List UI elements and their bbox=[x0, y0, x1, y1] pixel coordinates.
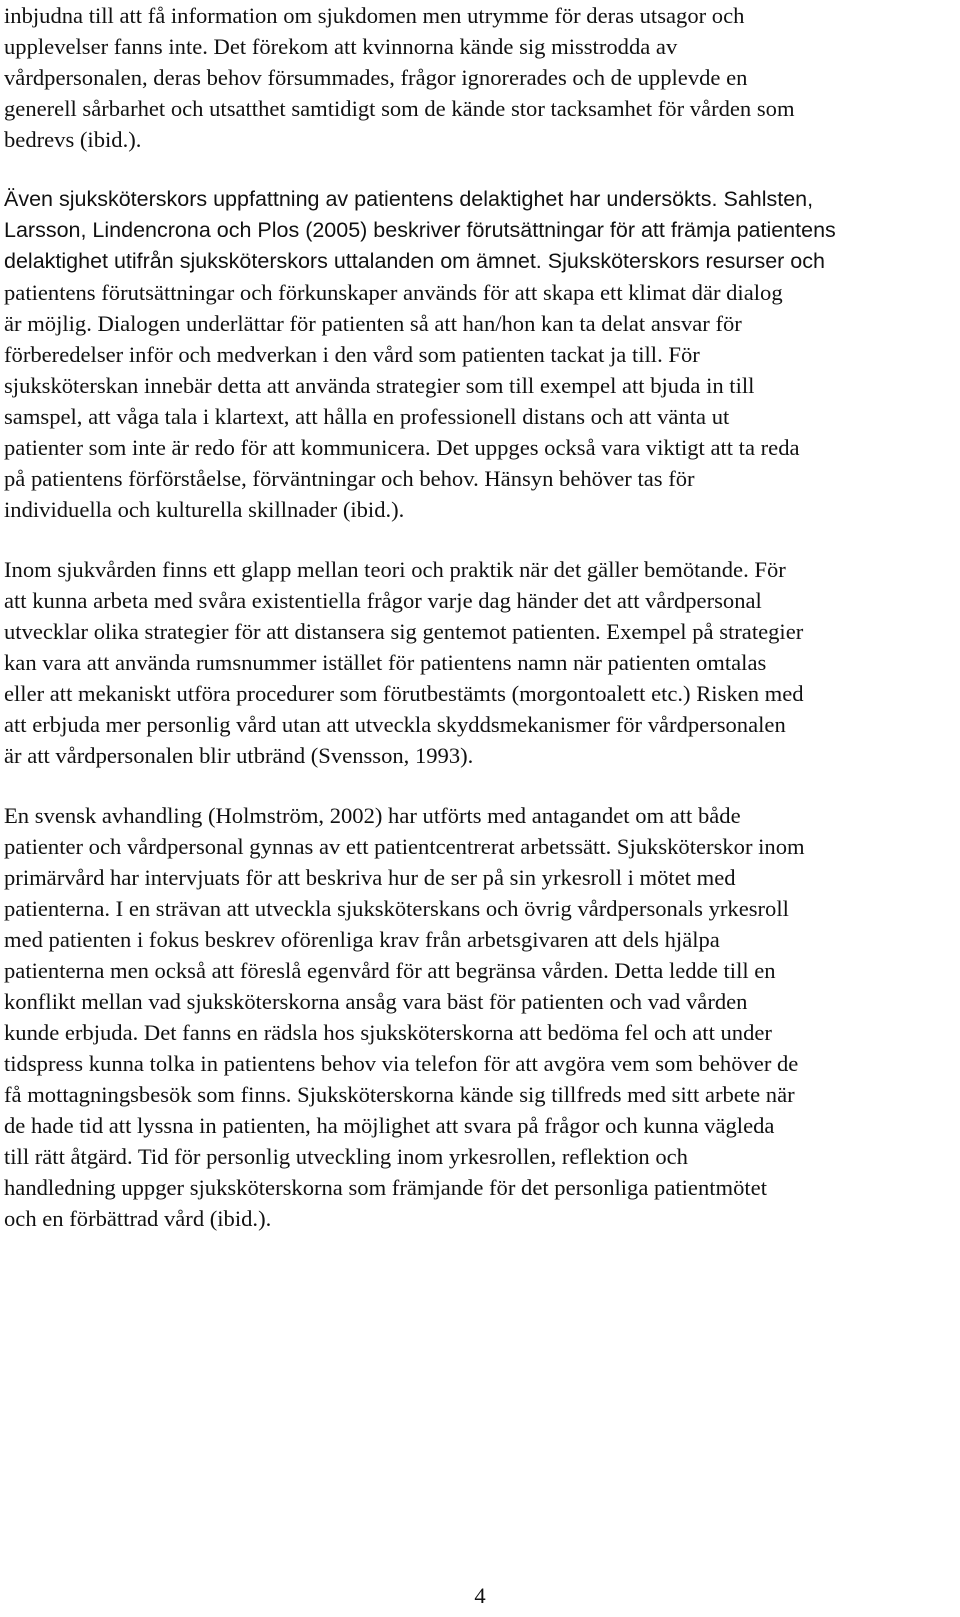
text-line: Inom sjukvården finns ett glapp mellan teori och praktik när det gäller bemötande. För bbox=[4, 557, 786, 582]
text-line: tidspress kunna tolka in patientens behov via telefon för att avgöra vem som behöver de bbox=[4, 1051, 799, 1076]
text-line: Larsson, Lindencrona och Plos (2005) beskriver förutsättningar för att främja patientens bbox=[4, 218, 836, 242]
text-line: med patienten i fokus beskrev oförenliga krav från arbetsgivaren att dels hjälpa bbox=[4, 927, 720, 952]
text-line: att erbjuda mer personlig vård utan att utveckla skyddsmekanismer för vårdpersonalen bbox=[4, 712, 786, 737]
text-line: få mottagningsbesök som finns. Sjuksköterskorna kände sig tillfreds med sitt arbete när bbox=[4, 1082, 795, 1107]
text-line: sjuksköterskan innebär detta att använda strategier som till exempel att bjuda in till bbox=[4, 373, 755, 398]
text-line: utvecklar olika strategier för att distansera sig gentemot patienten. Exempel på strategier bbox=[4, 619, 804, 644]
text-line: patienterna. I en strävan att utveckla sjuksköterskans och övrig vårdpersonals yrkesroll bbox=[4, 896, 789, 921]
text-line: handledning uppger sjuksköterskorna som främjande för det personliga patientmötet bbox=[4, 1175, 767, 1200]
text-line: vårdpersonalen, deras behov försummades, frågor ignorerades och de upplevde en bbox=[4, 65, 748, 90]
text-line: bedrevs (ibid.). bbox=[4, 127, 142, 152]
text-line: att kunna arbeta med svåra existentiella frågor varje dag händer det att vårdpersonal bbox=[4, 588, 762, 613]
text-line: patienterna men också att föreslå egenvård för att begränsa vården. Detta ledde till en bbox=[4, 958, 776, 983]
text-line: En svensk avhandling (Holmström, 2002) har utförts med antagandet om att både bbox=[4, 803, 741, 828]
text-line: primärvård har intervjuats för att beskriva hur de ser på sin yrkesroll i mötet med bbox=[4, 865, 736, 890]
text-line: patientens förutsättningar och förkunskaper används för att skapa ett klimat där dialog bbox=[4, 280, 783, 305]
text-line: patienter och vårdpersonal gynnas av ett patientcentrerat arbetssätt. Sjuksköterskor inom bbox=[4, 834, 805, 859]
text-line: är möjlig. Dialogen underlättar för patienten så att han/hon kan ta delat ansvar för bbox=[4, 311, 742, 336]
text-line: är att vårdpersonalen blir utbränd (Svensson, 1993). bbox=[4, 743, 474, 768]
text-line: och en förbättrad vård (ibid.). bbox=[4, 1206, 272, 1231]
text-line: generell sårbarhet och utsatthet samtidigt som de kände stor tacksamhet för vården som bbox=[4, 96, 795, 121]
text-line: eller att mekaniskt utföra procedurer som förutbestämts (morgontoalett etc.) Risken med bbox=[4, 681, 804, 706]
text-line: inbjudna till att få information om sjukdomen men utrymme för deras utsagor och bbox=[4, 3, 745, 28]
text-line: individuella och kulturella skillnader (ibid.). bbox=[4, 497, 405, 522]
text-line: patienter som inte är redo för att kommunicera. Det uppges också vara viktigt att ta reda bbox=[4, 435, 800, 460]
text-line: kan vara att använda rumsnummer istället för patientens namn när patienten omtalas bbox=[4, 650, 767, 675]
text-line: samspel, att våga tala i klartext, att hålla en professionell distans och att vänta ut bbox=[4, 404, 730, 429]
text-line: konflikt mellan vad sjuksköterskorna ansåg vara bäst för patienten och vad vården bbox=[4, 989, 748, 1014]
text-line: förberedelser inför och medverkan i den vård som patienten tackat ja till. För bbox=[4, 342, 700, 367]
text-line: de hade tid att lyssna in patienten, ha möjlighet att svara på frågor och kunna vägleda bbox=[4, 1113, 775, 1138]
text-line: upplevelser fanns inte. Det förekom att kvinnorna kände sig misstrodda av bbox=[4, 34, 678, 59]
text-line: på patientens förförståelse, förväntningar och behov. Hänsyn behöver tas för bbox=[4, 466, 695, 491]
text-line: Även sjuksköterskors uppfattning av patientens delaktighet har undersökts. Sahlsten, bbox=[4, 187, 814, 211]
text-line: delaktighet utifrån sjuksköterskors uttalanden om ämnet. Sjuksköterskors resurser och bbox=[4, 249, 825, 273]
page-number: 4 bbox=[474, 1583, 486, 1608]
text-line: kunde erbjuda. Det fanns en rädsla hos sjuksköterskorna att bedöma fel och att under bbox=[4, 1020, 772, 1045]
text-line: till rätt åtgärd. Tid för personlig utveckling inom yrkesrollen, reflektion och bbox=[4, 1144, 688, 1169]
